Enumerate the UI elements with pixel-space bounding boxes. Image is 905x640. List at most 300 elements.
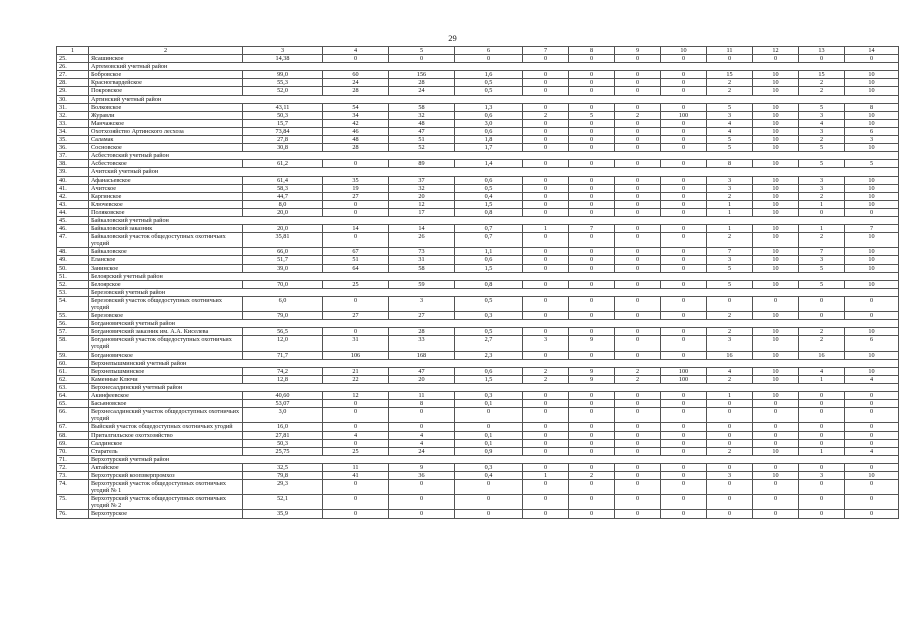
row-number: 68.: [57, 431, 89, 439]
section-row: [57, 288, 899, 296]
section-row: [57, 383, 899, 391]
value-cell: 0: [523, 71, 569, 79]
site-name: Журавли: [89, 111, 243, 119]
value-cell: 0: [569, 144, 615, 152]
value-cell: 4: [707, 367, 753, 375]
value-cell: 42: [323, 119, 389, 127]
value-cell: 0: [707, 423, 753, 431]
value-cell: 0: [661, 408, 707, 423]
value-cell: 0: [707, 296, 753, 311]
value-cell: 47: [389, 127, 455, 135]
value-cell: 0: [569, 400, 615, 408]
value-cell: 0,6: [455, 127, 523, 135]
value-cell: 10: [753, 312, 799, 320]
value-cell: 0: [661, 439, 707, 447]
value-cell: 10: [753, 208, 799, 216]
value-cell: 4: [845, 375, 899, 383]
value-cell: 28: [323, 87, 389, 95]
value-cell: 48: [323, 136, 389, 144]
site-name: Ачитское: [89, 184, 243, 192]
header-cell: 12: [753, 47, 799, 55]
table-row: [57, 392, 899, 400]
value-cell: 0: [661, 184, 707, 192]
value-cell: 0: [661, 392, 707, 400]
value-cell: 0: [323, 495, 389, 510]
value-cell: 79,8: [243, 471, 323, 479]
value-cell: 0,6: [455, 176, 523, 184]
value-cell: 0: [615, 463, 661, 471]
site-name: Афанасьевское: [89, 176, 243, 184]
row-number: 34.: [57, 127, 89, 135]
value-cell: 0: [569, 431, 615, 439]
value-cell: 0,3: [455, 392, 523, 400]
value-cell: 2: [615, 367, 661, 375]
value-cell: 0: [569, 408, 615, 423]
value-cell: 0: [707, 431, 753, 439]
value-cell: 3: [389, 296, 455, 311]
site-name: Салдинское: [89, 439, 243, 447]
row-number: 33.: [57, 119, 89, 127]
value-cell: 0,8: [455, 280, 523, 288]
site-name: Еланское: [89, 256, 243, 264]
value-cell: 4: [707, 127, 753, 135]
value-cell: 0: [569, 119, 615, 127]
value-cell: 2: [707, 87, 753, 95]
value-cell: 10: [753, 136, 799, 144]
row-number: 43.: [57, 200, 89, 208]
table-row: [57, 280, 899, 288]
header-cell: 3: [243, 47, 323, 55]
value-cell: 0: [569, 160, 615, 168]
value-cell: 10: [753, 351, 799, 359]
value-cell: 0: [661, 510, 707, 518]
value-cell: 0,4: [455, 192, 523, 200]
value-cell: 0: [523, 184, 569, 192]
value-cell: 10: [753, 280, 799, 288]
value-cell: 20,0: [243, 208, 323, 216]
site-name: Бобровское: [89, 71, 243, 79]
section-title: Артинский учетный район: [89, 95, 899, 103]
value-cell: 10: [845, 119, 899, 127]
value-cell: 156: [389, 71, 455, 79]
value-cell: 10: [753, 184, 799, 192]
value-cell: 5: [707, 103, 753, 111]
value-cell: 33: [389, 336, 455, 351]
value-cell: 12: [389, 200, 455, 208]
value-cell: 0: [323, 55, 389, 63]
value-cell: 0,9: [455, 447, 523, 455]
value-cell: 10: [753, 200, 799, 208]
row-number: 51.: [57, 272, 89, 280]
value-cell: 10: [753, 256, 799, 264]
value-cell: 0: [753, 480, 799, 495]
table-row: [57, 176, 899, 184]
value-cell: 1: [523, 225, 569, 233]
value-cell: 27: [389, 312, 455, 320]
value-cell: 40,60: [243, 392, 323, 400]
table-row: [57, 351, 899, 359]
header-cell: 13: [799, 47, 845, 55]
value-cell: 5: [799, 280, 845, 288]
value-cell: 0: [615, 351, 661, 359]
table-row: [57, 328, 899, 336]
value-cell: 16,0: [243, 423, 323, 431]
value-cell: 0: [323, 328, 389, 336]
value-cell: 0: [615, 495, 661, 510]
value-cell: 16: [707, 351, 753, 359]
value-cell: 5: [707, 264, 753, 272]
section-row: [57, 152, 899, 160]
row-number: 76.: [57, 510, 89, 518]
value-cell: 10: [845, 367, 899, 375]
value-cell: 0: [615, 208, 661, 216]
header-cell: 2: [89, 47, 243, 55]
value-cell: 1,5: [455, 264, 523, 272]
value-cell: 0: [523, 431, 569, 439]
value-cell: 32,5: [243, 463, 323, 471]
value-cell: 0,5: [455, 79, 523, 87]
value-cell: 73,84: [243, 127, 323, 135]
value-cell: 10: [753, 127, 799, 135]
row-number: 32.: [57, 111, 89, 119]
value-cell: 0: [523, 480, 569, 495]
value-cell: 0,6: [455, 256, 523, 264]
value-cell: 10: [845, 471, 899, 479]
value-cell: 10: [845, 351, 899, 359]
value-cell: 0: [845, 463, 899, 471]
value-cell: 0,3: [455, 312, 523, 320]
table-row: [57, 336, 899, 351]
section-row: [57, 63, 899, 71]
value-cell: 10: [845, 200, 899, 208]
value-cell: 1: [799, 225, 845, 233]
value-cell: 0: [569, 392, 615, 400]
value-cell: 12,8: [243, 375, 323, 383]
value-cell: 0: [661, 79, 707, 87]
value-cell: 0: [845, 55, 899, 63]
value-cell: 70,0: [243, 280, 323, 288]
value-cell: 20: [389, 375, 455, 383]
value-cell: 0: [661, 127, 707, 135]
value-cell: 0: [661, 192, 707, 200]
value-cell: 4: [799, 119, 845, 127]
value-cell: 0: [523, 400, 569, 408]
site-name: Асбестовское: [89, 160, 243, 168]
value-cell: 0,6: [455, 111, 523, 119]
value-cell: 0: [569, 296, 615, 311]
value-cell: 9: [569, 367, 615, 375]
value-cell: 0: [799, 439, 845, 447]
value-cell: 0: [615, 103, 661, 111]
value-cell: 14: [323, 225, 389, 233]
value-cell: 0: [615, 71, 661, 79]
row-number: 41.: [57, 184, 89, 192]
table-row: [57, 264, 899, 272]
value-cell: 0: [661, 312, 707, 320]
value-cell: 0: [661, 103, 707, 111]
row-number: 61.: [57, 367, 89, 375]
header-cell: 9: [615, 47, 661, 55]
value-cell: 0: [661, 225, 707, 233]
value-cell: 10: [845, 280, 899, 288]
value-cell: 0: [523, 296, 569, 311]
section-row: [57, 320, 899, 328]
value-cell: 0: [615, 136, 661, 144]
row-number: 66.: [57, 408, 89, 423]
value-cell: 0: [323, 400, 389, 408]
table-row: [57, 256, 899, 264]
value-cell: 0: [661, 248, 707, 256]
value-cell: 2: [615, 111, 661, 119]
site-name: Приталгильское охотхозяйство: [89, 431, 243, 439]
value-cell: 1: [707, 392, 753, 400]
value-cell: 0: [615, 248, 661, 256]
value-cell: 22: [323, 375, 389, 383]
table-row: [57, 431, 899, 439]
value-cell: 15: [799, 71, 845, 79]
value-cell: 0: [615, 336, 661, 351]
value-cell: 0: [569, 71, 615, 79]
section-row: [57, 168, 899, 176]
value-cell: 41: [323, 471, 389, 479]
value-cell: 0: [615, 423, 661, 431]
value-cell: 10: [753, 328, 799, 336]
value-cell: 61,2: [243, 160, 323, 168]
value-cell: 58,3: [243, 184, 323, 192]
section-row: [57, 359, 899, 367]
row-number: 44.: [57, 208, 89, 216]
value-cell: 10: [753, 336, 799, 351]
value-cell: 1: [707, 208, 753, 216]
table-row: [57, 367, 899, 375]
value-cell: 2: [799, 87, 845, 95]
value-cell: 10: [845, 87, 899, 95]
value-cell: 0: [799, 296, 845, 311]
value-cell: 0: [661, 176, 707, 184]
value-cell: 0: [661, 463, 707, 471]
value-cell: 35,9: [243, 510, 323, 518]
value-cell: 0: [615, 471, 661, 479]
value-cell: 0,5: [455, 87, 523, 95]
value-cell: 5: [799, 264, 845, 272]
value-cell: 0: [569, 439, 615, 447]
value-cell: 0,6: [455, 367, 523, 375]
value-cell: 0: [661, 87, 707, 95]
value-cell: 0: [707, 480, 753, 495]
value-cell: 0: [569, 351, 615, 359]
value-cell: 55,3: [243, 79, 323, 87]
value-cell: 10: [753, 264, 799, 272]
value-cell: 0: [389, 55, 455, 63]
value-cell: 0: [615, 200, 661, 208]
value-cell: 0: [799, 392, 845, 400]
table-row: [57, 71, 899, 79]
value-cell: 100: [661, 375, 707, 383]
value-cell: 0: [661, 471, 707, 479]
value-cell: 3,0: [455, 119, 523, 127]
value-cell: 0: [615, 184, 661, 192]
section-title: Асбестовский учетный район: [89, 152, 899, 160]
value-cell: 0: [799, 463, 845, 471]
value-cell: 51,7: [243, 256, 323, 264]
value-cell: 64: [323, 264, 389, 272]
row-number: 40.: [57, 176, 89, 184]
value-cell: 0: [523, 127, 569, 135]
value-cell: 0: [661, 336, 707, 351]
value-cell: 0: [799, 510, 845, 518]
value-cell: 0: [569, 280, 615, 288]
section-title: Березовский учетный район: [89, 288, 899, 296]
value-cell: 0: [845, 296, 899, 311]
row-number: 28.: [57, 79, 89, 87]
header-cell: 11: [707, 47, 753, 55]
value-cell: 5: [799, 160, 845, 168]
value-cell: 10: [753, 367, 799, 375]
value-cell: 0: [569, 192, 615, 200]
value-cell: 50,3: [243, 111, 323, 119]
value-cell: 0: [615, 280, 661, 288]
value-cell: 106: [323, 351, 389, 359]
header-cell: 7: [523, 47, 569, 55]
value-cell: 71,7: [243, 351, 323, 359]
value-cell: 0: [707, 55, 753, 63]
value-cell: 10: [845, 248, 899, 256]
value-cell: 0: [845, 312, 899, 320]
value-cell: 0: [661, 431, 707, 439]
table-row: [57, 208, 899, 216]
value-cell: 89: [389, 160, 455, 168]
value-cell: 0: [753, 55, 799, 63]
site-name: Березовский участок общедоступных охотничьих угодий: [89, 296, 243, 311]
row-number: 53.: [57, 288, 89, 296]
value-cell: 28: [389, 79, 455, 87]
value-cell: 0: [523, 208, 569, 216]
value-cell: 0: [615, 312, 661, 320]
value-cell: 2: [707, 79, 753, 87]
value-cell: 60: [323, 71, 389, 79]
value-cell: 0: [799, 408, 845, 423]
value-cell: 0: [523, 200, 569, 208]
value-cell: 15: [707, 71, 753, 79]
value-cell: 0: [455, 510, 523, 518]
site-name: Каменные Ключи: [89, 375, 243, 383]
value-cell: 16: [799, 351, 845, 359]
value-cell: 0: [323, 233, 389, 248]
value-cell: 28: [323, 144, 389, 152]
value-cell: 48: [389, 119, 455, 127]
row-number: 64.: [57, 392, 89, 400]
value-cell: 17: [389, 208, 455, 216]
value-cell: 53,07: [243, 400, 323, 408]
value-cell: 0: [799, 400, 845, 408]
site-name: Актайское: [89, 463, 243, 471]
value-cell: 25: [323, 447, 389, 455]
value-cell: 74,2: [243, 367, 323, 375]
site-name: Ясашинское: [89, 55, 243, 63]
value-cell: 0: [523, 256, 569, 264]
value-cell: 2: [799, 192, 845, 200]
value-cell: 0,5: [455, 184, 523, 192]
table-row: [57, 87, 899, 95]
table-row: [57, 127, 899, 135]
site-name: Верхотурское: [89, 510, 243, 518]
value-cell: 3,0: [243, 408, 323, 423]
value-cell: 0: [753, 510, 799, 518]
value-cell: 10: [753, 119, 799, 127]
value-cell: 0: [523, 351, 569, 359]
value-cell: 10: [753, 192, 799, 200]
table-row: [57, 184, 899, 192]
value-cell: 8,0: [243, 200, 323, 208]
value-cell: 0: [569, 79, 615, 87]
value-cell: 28: [389, 328, 455, 336]
value-cell: 0: [455, 408, 523, 423]
row-number: 59.: [57, 351, 89, 359]
value-cell: 0: [661, 200, 707, 208]
value-cell: 0: [661, 119, 707, 127]
value-cell: 27: [323, 192, 389, 200]
value-cell: 31: [389, 256, 455, 264]
value-cell: 3: [523, 336, 569, 351]
value-cell: 0,5: [455, 328, 523, 336]
row-number: 75.: [57, 495, 89, 510]
value-cell: 0: [799, 55, 845, 63]
value-cell: 0: [569, 256, 615, 264]
value-cell: 10: [753, 71, 799, 79]
value-cell: 0: [615, 55, 661, 63]
value-cell: 10: [845, 176, 899, 184]
value-cell: 0: [615, 439, 661, 447]
value-cell: 2: [799, 328, 845, 336]
value-cell: 51: [389, 136, 455, 144]
value-cell: 3: [707, 256, 753, 264]
value-cell: 100: [661, 367, 707, 375]
row-number: 65.: [57, 400, 89, 408]
table-row: [57, 400, 899, 408]
table-row: [57, 111, 899, 119]
value-cell: 10: [753, 176, 799, 184]
value-cell: 5: [799, 144, 845, 152]
value-cell: 0: [523, 119, 569, 127]
row-number: 45.: [57, 216, 89, 224]
value-cell: 0: [753, 439, 799, 447]
value-cell: 9: [569, 375, 615, 383]
value-cell: 39,0: [243, 264, 323, 272]
value-cell: 0: [661, 447, 707, 455]
value-cell: 0: [845, 495, 899, 510]
value-cell: 10: [753, 392, 799, 400]
header-cell: 6: [455, 47, 523, 55]
site-name: Байкаловское: [89, 248, 243, 256]
site-name: Охотхозяйство Артинского лесхоза: [89, 127, 243, 135]
value-cell: 14: [389, 225, 455, 233]
value-cell: 0: [323, 408, 389, 423]
value-cell: 50,3: [243, 439, 323, 447]
value-cell: 10: [845, 184, 899, 192]
value-cell: 7: [569, 225, 615, 233]
site-name: Поляковское: [89, 208, 243, 216]
value-cell: 4: [389, 431, 455, 439]
table-row: [57, 480, 899, 495]
value-cell: 0: [615, 127, 661, 135]
value-cell: 66,0: [243, 248, 323, 256]
value-cell: 0,1: [455, 400, 523, 408]
value-cell: 32: [389, 111, 455, 119]
value-cell: 3: [799, 111, 845, 119]
value-cell: 0,1: [455, 439, 523, 447]
value-cell: 32: [389, 184, 455, 192]
value-cell: 0: [569, 136, 615, 144]
